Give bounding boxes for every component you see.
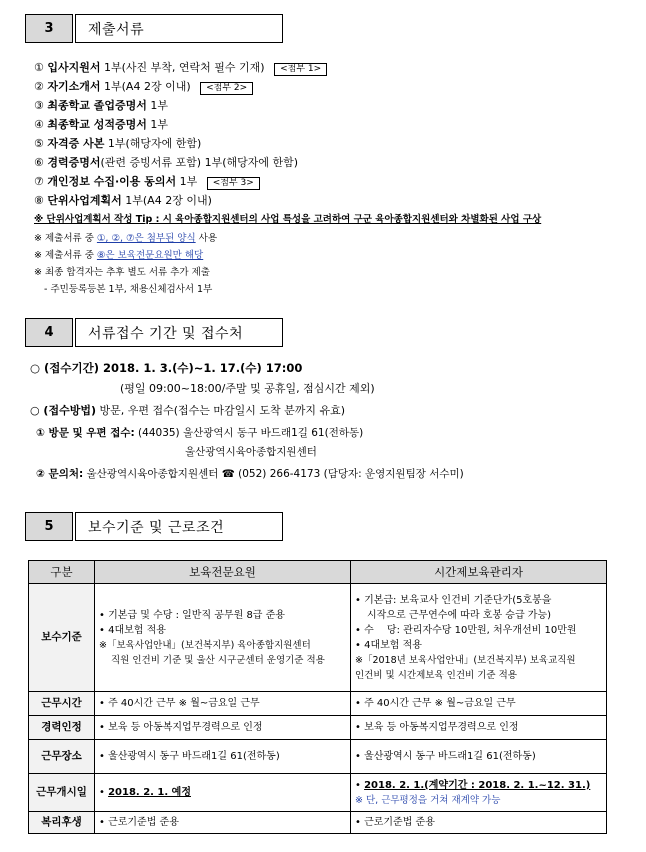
section-title: 서류접수 기간 및 접수처	[75, 318, 283, 347]
reception-period: ○ (접수기간) 2018. 1. 3.(수)~1. 17.(수) 17:00	[30, 361, 303, 375]
document-item: ① 입사지원서 1부(사진 부착, 연락처 필수 기재) <첨부 1>	[34, 60, 327, 76]
start-manager: • 2018. 2. 1.(계약기간 : 2018. 2. 1.~12. 31.) ※ 단, 근무평정을 거쳐 재계약 가능	[351, 774, 607, 812]
table-row	[29, 692, 607, 716]
reception-address-name: 울산광역시육아종합지원센터	[185, 446, 317, 458]
start-specialist: • 2018. 2. 1. 예정	[95, 774, 351, 812]
career-specialist: • 보육 등 아동복지업무경력으로 인정	[95, 716, 351, 740]
section-number: 5	[25, 512, 73, 541]
row-label: 보수기준	[29, 584, 95, 692]
row-label: 근무개시일	[29, 774, 95, 812]
note-plan: ※ 제출서류 중 ⑧은 보육전문요원만 해당	[34, 250, 204, 261]
reception-contact: ② 문의처: 울산광역시육아종합지원센터 ☎ (052) 266-4173 (담당자: 운영지원팀장 서수미)	[36, 468, 464, 480]
section-number: 3	[25, 14, 73, 43]
pay-manager: • 기본급: 보육교사 인건비 기준단가(5호봉을 시작으로 근무연수에 따라 호봉 승급 가능) • 수 당: 관리자수당 10만원, 처우개선비 10만원 • 4대보험 적용 ※「2018년 보육사업안내」(보건복지부) 보육교직원 인건비 및 시간제보육 인건비 기준 적용	[351, 584, 607, 692]
table-row	[29, 584, 607, 692]
section-number: 4	[25, 318, 73, 347]
attachment-tag: <첨부 1>	[274, 63, 327, 76]
hours-manager: • 주 40시간 근무 ※ 월~금요일 근무	[351, 692, 607, 716]
document-item: ③ 최종학교 졸업증명서 1부	[34, 99, 168, 112]
attachment-tag: <첨부 3>	[207, 177, 260, 190]
note-additional-detail: - 주민등록등본 1부, 채용신체검사서 1부	[44, 284, 213, 295]
row-label: 경력인정	[29, 716, 95, 740]
note-tip: ※ 단위사업계획서 작성 Tip : 시 육아종합지원센터의 사업 특성을 고려하여 구군 육아종합지원센터와 차별화된 사업 구상	[34, 214, 542, 225]
note-forms: ※ 제출서류 중 ①, ②, ⑦은 첨부된 양식 사용	[34, 233, 218, 244]
row-label: 근무장소	[29, 740, 95, 774]
document-item: ⑦ 개인정보 수집·이용 동의서 1부 <첨부 3>	[34, 174, 260, 190]
place-manager: • 울산광역시 동구 바드래1길 61(전하동)	[351, 740, 607, 774]
table-row	[29, 716, 607, 740]
table-row	[29, 812, 607, 834]
header-manager: 시간제보육관리자	[351, 561, 607, 584]
reception-address: ① 방문 및 우편 접수: (44035) 울산광역시 동구 바드래1길 61(전하동)	[36, 427, 364, 439]
header-specialist: 보육전문요원	[95, 561, 351, 584]
hours-specialist: • 주 40시간 근무 ※ 월~금요일 근무	[95, 692, 351, 716]
header-category: 구분	[29, 561, 95, 584]
row-label: 근무시간	[29, 692, 95, 716]
document-item: ④ 최종학교 성적증명서 1부	[34, 118, 168, 131]
conditions-table	[28, 560, 607, 834]
attachment-tag: <첨부 2>	[200, 82, 253, 95]
section-title: 보수기준 및 근로조건	[75, 512, 283, 541]
section-title: 제출서류	[75, 14, 283, 43]
table-header-row	[29, 561, 607, 584]
document-item: ⑥ 경력증명서(관련 증빙서류 포함) 1부(해당자에 한함)	[34, 156, 299, 169]
document-item: ② 자기소개서 1부(A4 2장 이내) <첨부 2>	[34, 79, 253, 95]
career-manager: • 보육 등 아동복지업무경력으로 인정	[351, 716, 607, 740]
welfare-manager: • 근로기준법 준용	[351, 812, 607, 834]
row-label: 복리후생	[29, 812, 95, 834]
note-additional: ※ 최종 합격자는 추후 별도 서류 추가 제출	[34, 267, 210, 278]
place-specialist: • 울산광역시 동구 바드래1길 61(전하동)	[95, 740, 351, 774]
pay-specialist: • 기본급 및 수당 : 일반직 공무원 8급 준용 • 4대보험 적용 ※「보육사업안내」(보건복지부) 육아종합지원센터 직원 인건비 기준 및 울산 시구군센터 운영기준 적용	[95, 584, 351, 692]
table-row	[29, 774, 607, 812]
reception-period-detail: (평일 09:00~18:00/주말 및 공휴일, 점심시간 제외)	[120, 382, 375, 395]
table-row	[29, 740, 607, 774]
reception-method: ○ (접수방법) 방문, 우편 접수(접수는 마감일시 도착 분까지 유효)	[30, 404, 346, 417]
document-item: ⑤ 자격증 사본 1부(해당자에 한함)	[34, 137, 202, 150]
welfare-specialist: • 근로기준법 준용	[95, 812, 351, 834]
document-item: ⑧ 단위사업계획서 1부(A4 2장 이내)	[34, 194, 212, 207]
